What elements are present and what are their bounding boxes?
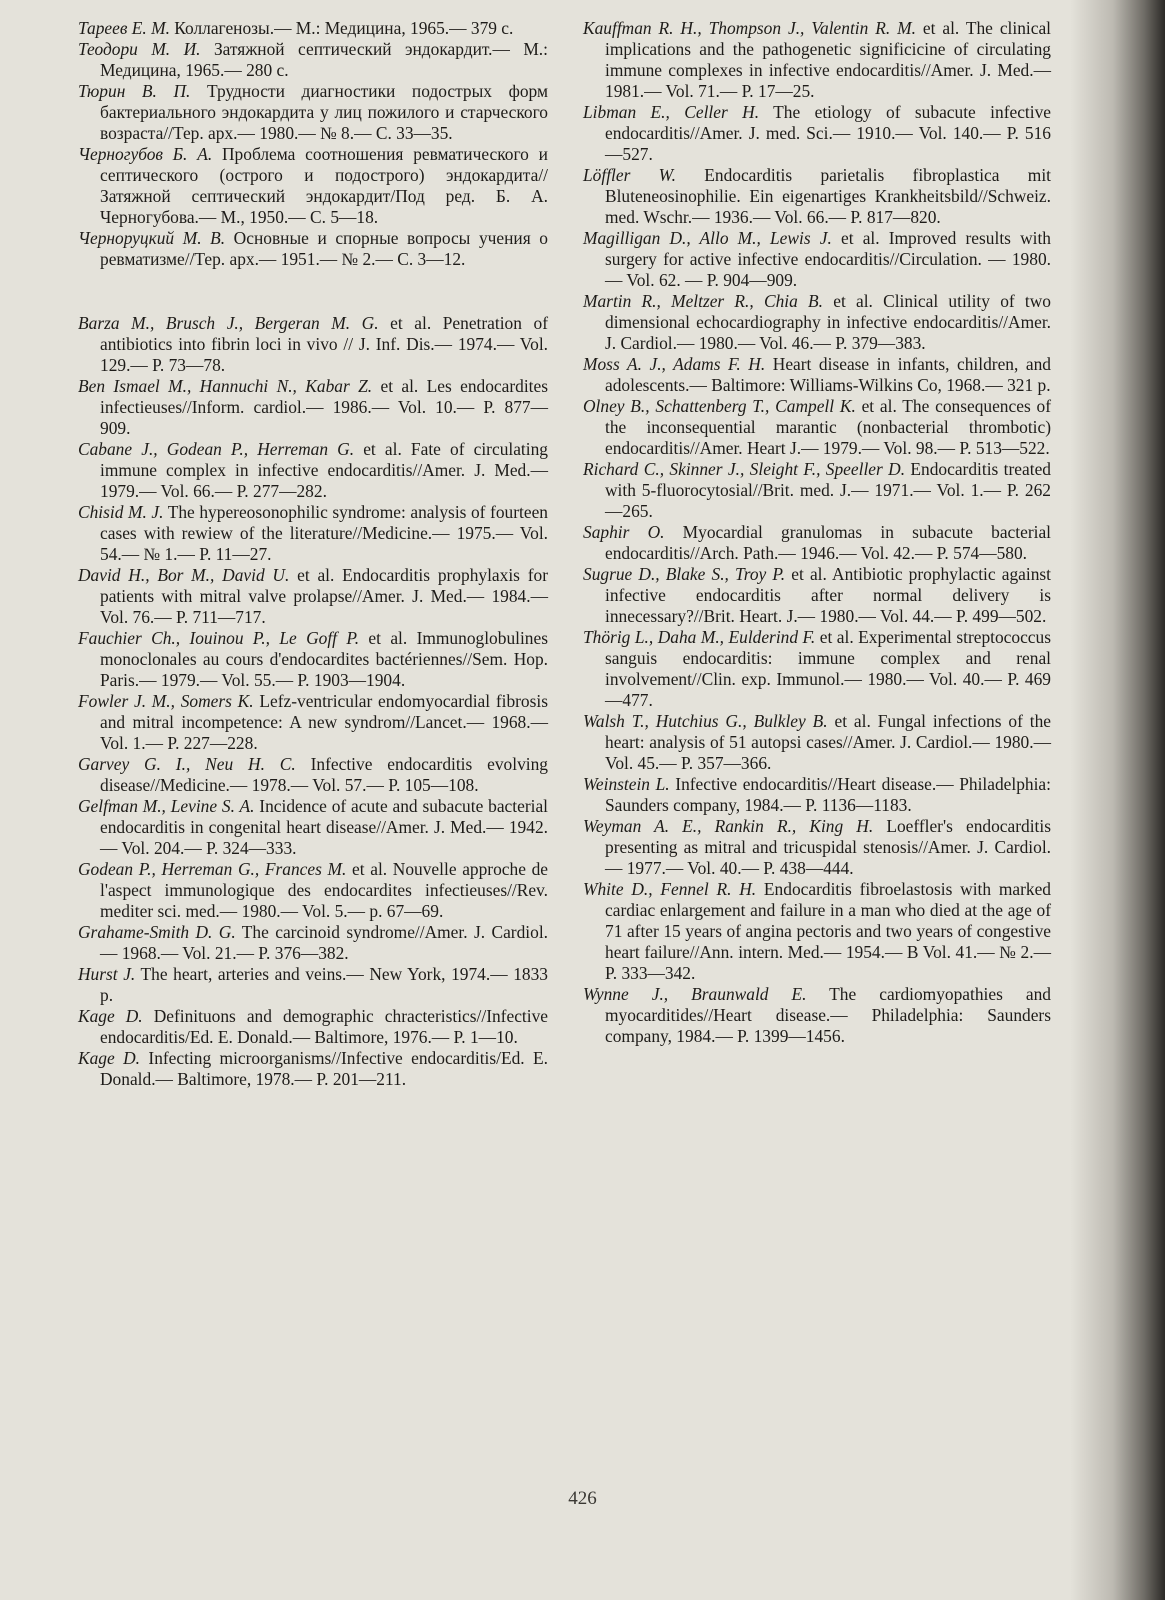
reference-text: et al. Fate of circulating immune complex in infective endocarditis//Amer. J. Med.— 1979.— Vol. 66.— P. 277—282. bbox=[100, 439, 548, 501]
reference-entry bbox=[583, 984, 1051, 1047]
reference-entry bbox=[78, 859, 548, 922]
reference-authors: Magilligan D., Allo M., Lewis J. bbox=[583, 228, 832, 248]
reference-entry bbox=[583, 228, 1051, 291]
reference-entry bbox=[78, 81, 548, 144]
reference-authors: Libman E., Celler H. bbox=[583, 102, 760, 122]
reference-entry bbox=[583, 18, 1051, 102]
reference-text: et al. Experimental streptococcus sanguis endocarditis: immune complex and renal involvement//Clin. exp. Immunol.— 1980.— Vol. 40.— P. 469—477. bbox=[605, 627, 1051, 710]
reference-authors: David H., Bor M., David U. bbox=[78, 565, 290, 585]
reference-text: The heart, arteries and veins.— New York, 1974.— 1833 p. bbox=[100, 964, 548, 1005]
reference-text: et al. The consequences of the inconsequential marantic (nonbacterial thrombotic) endocarditis//Amer. Heart J.— 1979.— Vol. 98.— P. 513—522. bbox=[605, 396, 1051, 458]
reference-authors: Ben Ismael M., Hannuchi N., Kabar Z. bbox=[78, 376, 373, 396]
reference-text: Heart disease in infants, children, and adolescents.— Baltimore: Williams-Wilkins Co, 1968.— 321 p. bbox=[605, 354, 1051, 395]
reference-entry bbox=[583, 711, 1051, 774]
reference-entry bbox=[78, 796, 548, 859]
reference-authors: Черногубов Б. А. bbox=[78, 144, 213, 164]
reference-text: et al. Antibiotic prophylactic against infective endocarditis after normal delivery is innecessary?//Brit. Heart. J.— 1980.— Vol. 44.— P. 499—502. bbox=[605, 564, 1051, 626]
reference-authors: Weinstein L. bbox=[583, 774, 670, 794]
reference-authors: Löffler W. bbox=[583, 165, 676, 185]
reference-entry bbox=[583, 627, 1051, 711]
reference-text: Infective endocarditis//Heart disease.— Philadelphia: Saunders company, 1984.— P. 1136—1183. bbox=[605, 774, 1051, 815]
section-gap bbox=[78, 270, 548, 313]
reference-authors: Chisid M. J. bbox=[78, 502, 164, 522]
reference-entry bbox=[583, 354, 1051, 396]
reference-text: Endocarditis fibroelastosis with marked cardiac enlargement and failure in a man who died at the age of 71 after 15 years of angina pectoris and two years of congestive heart failure//Ann. intern. Med.— 1954.— B Vol. 41.— № 2.— P. 333—342. bbox=[605, 879, 1051, 983]
reference-text: et al. Penetration of antibiotics into fibrin loci in vivo // J. Inf. Dis.— 1974.— Vol. 129.— P. 73—78. bbox=[100, 313, 548, 375]
reference-authors: Godean P., Herreman G., Frances M. bbox=[78, 859, 347, 879]
reference-text: Endocarditis parietalis fibroplastica mit Bluteneosinophilie. Ein eigenartiges Krankheitsbild//Schweiz. med. Wschr.— 1936.— Vol. 66.— P. 817—820. bbox=[605, 165, 1051, 227]
reference-entry bbox=[78, 691, 548, 754]
reference-authors: Richard C., Skinner J., Sleight F., Speeller D. bbox=[583, 459, 906, 479]
reference-text: Loeffler's endocarditis presenting as mitral and tricuspidal stenosis//Amer. J. Cardiol.— 1977.— Vol. 40.— P. 438—444. bbox=[605, 816, 1051, 878]
reference-entry bbox=[78, 628, 548, 691]
reference-authors: Fowler J. M., Somers K. bbox=[78, 691, 254, 711]
reference-entry bbox=[583, 459, 1051, 522]
reference-text: Myocardial granulomas in subacute bacterial endocarditis//Arch. Path.— 1946.— Vol. 42.— P. 574—580. bbox=[605, 522, 1051, 563]
reference-text: Проблема соотношения ревматического и септического (острого и подострого) эндокардита//Затяжной септический эндокардит/Под ред. Б. А. Черногубова.— М., 1950.— С. 5—18. bbox=[100, 144, 548, 227]
reference-entry bbox=[78, 18, 548, 39]
reference-entry bbox=[78, 228, 548, 270]
reference-authors: Черноруцкий М. В. bbox=[78, 228, 226, 248]
reference-text: et al. Fungal infections of the heart: analysis of 51 autopsi cases//Amer. J. Cardiol.— 1980.— Vol. 45.— P. 357—366. bbox=[605, 711, 1051, 773]
reference-text: The carcinoid syndrome//Amer. J. Cardiol.— 1968.— Vol. 21.— P. 376—382. bbox=[100, 922, 548, 963]
page-number: 426 bbox=[568, 1488, 597, 1509]
reference-entry bbox=[78, 1048, 548, 1090]
reference-authors: Теодори М. И. bbox=[78, 39, 201, 59]
left-column bbox=[78, 18, 548, 1090]
reference-authors: Saphir O. bbox=[583, 522, 665, 542]
reference-authors: Gelfman M., Levine S. A. bbox=[78, 796, 255, 816]
reference-entry bbox=[583, 102, 1051, 165]
reference-entry bbox=[78, 964, 548, 1006]
reference-entry bbox=[78, 39, 548, 81]
reference-text: Endocarditis treated with 5-fluorocytosial//Brit. med. J.— 1971.— Vol. 1.— P. 262—265. bbox=[605, 459, 1051, 521]
reference-authors: Barza M., Brusch J., Bergeran M. G. bbox=[78, 313, 379, 333]
reference-authors: Sugrue D., Blake S., Troy P. bbox=[583, 564, 786, 584]
reference-authors: Тареев Е. М. bbox=[78, 18, 170, 38]
reference-authors: Fauchier Ch., Iouinou P., Le Goff P. bbox=[78, 628, 360, 648]
reference-text: et al. Improved results with surgery for active infective endocarditis//Circulation. — 1980. — Vol. 62. — P. 904—909. bbox=[605, 228, 1051, 290]
reference-entry bbox=[583, 522, 1051, 564]
reference-text: The cardiomyopathies and myocarditides//Heart disease.— Philadelphia: Saunders company, 1984.— P. 1399—1456. bbox=[605, 984, 1051, 1046]
reference-authors: Garvey G. I., Neu H. C. bbox=[78, 754, 296, 774]
reference-text: Затяжной септический эндокардит.— М.: Медицина, 1965.— 280 с. bbox=[100, 39, 548, 80]
binding-shadow bbox=[1070, 0, 1165, 1600]
reference-authors: Cabane J., Godean P., Herreman G. bbox=[78, 439, 355, 459]
reference-authors: Grahame-Smith D. G. bbox=[78, 922, 236, 942]
reference-authors: Wynne J., Braunwald E. bbox=[583, 984, 807, 1004]
reference-text: Трудности диагностики подострых форм бактериального эндокардита у лиц пожилого и старческого возраста//Тер. арх.— 1980.— № 8.— С. 33—35. bbox=[100, 81, 548, 143]
reference-text: Infective endocarditis evolving disease//Medicine.— 1978.— Vol. 57.— P. 105—108. bbox=[100, 754, 548, 795]
reference-authors: Hurst J. bbox=[78, 964, 136, 984]
foreign-references bbox=[78, 313, 548, 1090]
reference-text: Lefz-ventricular endomyocardial fibrosis and mitral incompetence: A new syndrom//Lancet.— 1968.— Vol. 1.— P. 227—228. bbox=[100, 691, 548, 753]
reference-authors: Тюрин В. П. bbox=[78, 81, 191, 101]
reference-entry bbox=[583, 816, 1051, 879]
reference-entry bbox=[78, 565, 548, 628]
reference-entry bbox=[583, 291, 1051, 354]
reference-text: Incidence of acute and subacute bacterial endocarditis in congenital heart disease//Amer. J. Med.— 1942.— Vol. 204.— P. 324—333. bbox=[100, 796, 548, 858]
reference-text: Definituons and demographic chracteristics//Infective endocarditis/Ed. E. Donald.— Baltimore, 1976.— P. 1—10. bbox=[100, 1006, 548, 1047]
reference-text: et al. Clinical utility of two dimensional echocardiography in infective endocarditis//Amer. J. Cardiol.— 1980.— Vol. 46.— P. 379—383. bbox=[605, 291, 1051, 353]
reference-authors: Martin R., Meltzer R., Chia B. bbox=[583, 291, 823, 311]
right-column bbox=[583, 18, 1051, 1047]
reference-authors: Kage D. bbox=[78, 1048, 141, 1068]
reference-text: et al. Les endocardites infectieuses//Inform. cardiol.— 1986.— Vol. 10.— P. 877—909. bbox=[100, 376, 548, 438]
reference-text: et al. Nouvelle approche de l'aspect immunologique des endocardites infectieuses//Rev. mediter sci. med.— 1980.— Vol. 5.— p. 67—69. bbox=[100, 859, 548, 921]
reference-authors: Olney B., Schattenberg T., Campell K. bbox=[583, 396, 856, 416]
reference-entry bbox=[583, 564, 1051, 627]
reference-entry bbox=[78, 502, 548, 565]
reference-text: Основные и спорные вопросы учения о ревматизме//Тер. арх.— 1951.— № 2.— С. 3—12. bbox=[100, 228, 548, 269]
reference-entry bbox=[78, 439, 548, 502]
russian-references bbox=[78, 18, 548, 270]
reference-entry bbox=[78, 313, 548, 376]
reference-entry bbox=[583, 774, 1051, 816]
reference-text: Infecting microorganisms//Infective endocarditis/Ed. E. Donald.— Baltimore, 1978.— P. 201—211. bbox=[100, 1048, 548, 1089]
reference-authors: White D., Fennel R. H. bbox=[583, 879, 757, 899]
reference-authors: Thörig L., Daha M., Eulderind F. bbox=[583, 627, 816, 647]
reference-authors: Kage D. bbox=[78, 1006, 143, 1026]
reference-authors: Moss A. J., Adams F. H. bbox=[583, 354, 766, 374]
reference-text: The etiology of subacute infective endocarditis//Amer. J. med. Sci.— 1910.— Vol. 140.— P. 516—527. bbox=[605, 102, 1051, 164]
reference-authors: Walsh T., Hutchius G., Bulkley B. bbox=[583, 711, 828, 731]
reference-entry bbox=[78, 1006, 548, 1048]
reference-entry bbox=[583, 396, 1051, 459]
reference-entry bbox=[78, 922, 548, 964]
reference-authors: Weyman A. E., Rankin R., King H. bbox=[583, 816, 874, 836]
reference-text: Коллагенозы.— М.: Медицина, 1965.— 379 с. bbox=[169, 18, 514, 38]
reference-authors: Kauffman R. H., Thompson J., Valentin R. M. bbox=[583, 18, 916, 38]
reference-entry bbox=[78, 376, 548, 439]
reference-text: et al. Immunoglobulines monoclonales au cours d'endocardites bactériennes//Sem. Hop. Paris.— 1979.— Vol. 55.— P. 1903—1904. bbox=[100, 628, 548, 690]
reference-text: et al. The clinical implications and the pathogenetic significicine of circulating immune complexes in infective endocarditis//Amer. J. Med.— 1981.— Vol. 71.— P. 17—25. bbox=[605, 18, 1051, 101]
reference-entry bbox=[78, 144, 548, 228]
reference-entry bbox=[78, 754, 548, 796]
reference-entry bbox=[583, 165, 1051, 228]
reference-text: et al. Endocarditis prophylaxis for patients with mitral valve prolapse//Amer. J. Med.— 1984.— Vol. 76.— P. 711—717. bbox=[100, 565, 548, 627]
reference-text: The hypereosonophilic syndrome: analysis of fourteen cases with rewiew of the literature//Medicine.— 1975.— Vol. 54.— № 1.— P. 11—27. bbox=[100, 502, 548, 564]
reference-entry bbox=[583, 879, 1051, 984]
